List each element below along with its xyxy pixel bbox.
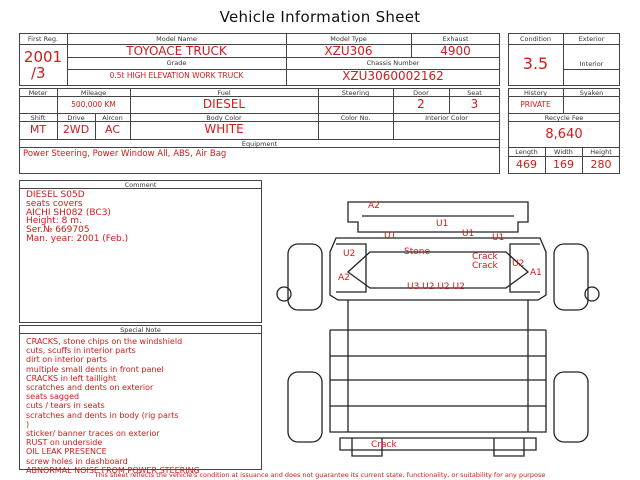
grade-value: 0.5t HIGH ELEVATION WORK TRUCK (109, 71, 244, 80)
mark-crack-1: Crack (472, 252, 498, 262)
note-line: ) (26, 419, 30, 429)
first-reg-year: 2001 (23, 48, 63, 66)
model-type-value: XZU306 (324, 44, 373, 58)
interior-color-label: Interior Color (425, 114, 468, 122)
history-value: PRIVATE (520, 100, 551, 109)
comment-line: seats covers (26, 198, 83, 209)
seat-value: 3 (470, 97, 479, 111)
comment-line: Height: 8 m. (26, 216, 82, 227)
right-mirror (585, 287, 599, 301)
fuel-value: DIESEL (202, 97, 246, 111)
aircon-value: AC (104, 123, 120, 136)
exhaust-value: 4900 (440, 44, 471, 58)
comment-line: Ser.№ 669705 (26, 225, 90, 236)
condition-label: Condition (519, 35, 552, 43)
rear-bumper (340, 438, 536, 450)
shift-label: Shift (30, 114, 46, 122)
height-label: Height (590, 148, 612, 156)
door-value: 2 (417, 97, 425, 111)
note-line: cuts, scuffs in interior parts (26, 346, 136, 356)
color-no-label: Color No. (340, 114, 371, 122)
mileage-value: 500,000 KM (71, 100, 116, 109)
chassis-frame (330, 330, 546, 432)
rear-left-wheel (288, 372, 322, 442)
model-type-label: Model Type (330, 35, 367, 43)
note-line: seats sagged (26, 392, 80, 402)
left-mirror (277, 287, 291, 301)
aircon-label: Aircon (102, 114, 123, 122)
condition-value: 3.5 (522, 54, 549, 73)
comment-line: AICHI SH082 (BC3) (26, 207, 111, 218)
mark-crack-2: Crack (472, 261, 498, 271)
note-line: scratches and dents on exterior (26, 383, 154, 393)
drive-label: Drive (67, 114, 85, 122)
note-line: CRACKS in left taillight (26, 373, 117, 383)
comment-line: Man. year: 2001 (Feb.) (26, 233, 129, 244)
model-name-value: TOYOACE TRUCK (126, 44, 227, 58)
mark-a1: A1 (530, 268, 542, 278)
note-line: screw holes in dashboard (26, 456, 128, 466)
note-line: cuts / tears in seats (26, 401, 105, 411)
mark-u2-left: U2 (343, 249, 356, 259)
page-title: Vehicle Information Sheet (219, 8, 421, 26)
rear-right-light (494, 438, 524, 456)
body-color-value: WHITE (204, 122, 244, 136)
exhaust-label: Exhaust (442, 35, 469, 43)
mark-stone: Stone (404, 247, 430, 257)
first-reg-label: First Reg. (27, 35, 59, 43)
special-note-text (26, 337, 200, 475)
height-value: 280 (590, 158, 612, 171)
mark-u1-b: U1 (436, 219, 449, 229)
door-label: Door (413, 89, 429, 97)
comment-label: Comment (124, 181, 157, 189)
mark-crack-rear: Crack (371, 440, 397, 450)
note-line: CRACKS, stone chips on the windshield (26, 337, 183, 346)
mileage-label: Mileage (80, 89, 107, 97)
note-line: RUST on underside (26, 438, 103, 448)
comment-text (26, 191, 128, 244)
width-value: 169 (553, 158, 574, 171)
equipment-value: Power Steering, Power Window All, ABS, Air Bag (23, 149, 227, 159)
note-line: dirt on interior parts (26, 355, 107, 365)
mark-bottom-row: U3 U2 U2 U2 (407, 282, 465, 292)
recycle-fee-label: Recycle Fee (544, 114, 584, 122)
rear-right-wheel (554, 372, 588, 442)
recycle-fee-value: 8,640 (545, 127, 583, 142)
interior-label: Interior (579, 60, 604, 68)
mark-u1-d: U1 (492, 233, 505, 243)
mark-a2-left: A2 (338, 273, 350, 283)
fuel-label: Fuel (217, 89, 231, 97)
length-label: Length (515, 148, 538, 156)
length-value: 469 (516, 158, 537, 171)
note-line: multiple small dents in front panel (26, 364, 164, 374)
mark-a2-top: A2 (368, 201, 380, 211)
disclaimer-footer: This sheet reflects the vehicle's condition at issuance and does not guarantee its current state, functionality, or suitability for any purpose (94, 471, 546, 479)
history-label: History (523, 89, 548, 97)
note-line: OIL LEAK PRESENCE (26, 447, 107, 457)
shift-value: MT (29, 123, 47, 136)
model-name-label: Model Name (156, 35, 197, 43)
seat-label: Seat (467, 89, 482, 97)
width-label: Width (554, 148, 573, 156)
equipment-label: Equipment (241, 140, 278, 148)
note-line: scratches and dents in body (rig parts (26, 410, 179, 420)
body-color-label: Body Color (206, 114, 242, 122)
comment-line: DIESEL S05D (26, 190, 85, 200)
mark-u1-a: U1 (384, 231, 397, 241)
special-note-label: Special Note (120, 326, 161, 334)
chassis-value: XZU3060002162 (342, 69, 444, 83)
truck-damage-diagram (270, 180, 610, 470)
first-reg-month: /3 (31, 64, 46, 82)
note-line: sticker/ banner traces on exterior (26, 429, 160, 439)
mark-u2-right: U2 (512, 259, 525, 269)
chassis-label: Chassis Number (366, 59, 420, 67)
exterior-label: Exterior (578, 35, 605, 43)
note-line: ABNORMAL NOISE FROM POWER STEERING (26, 465, 200, 475)
front-left-wheel (288, 244, 322, 310)
grade-label: Grade (166, 59, 187, 67)
drive-value: 2WD (62, 123, 90, 136)
front-right-wheel (554, 244, 588, 310)
meter-label: Meter (28, 89, 48, 97)
mark-u1-c: U1 (462, 229, 475, 239)
steering-label: Steering (341, 89, 370, 97)
syaken-label: Syaken (579, 89, 604, 97)
